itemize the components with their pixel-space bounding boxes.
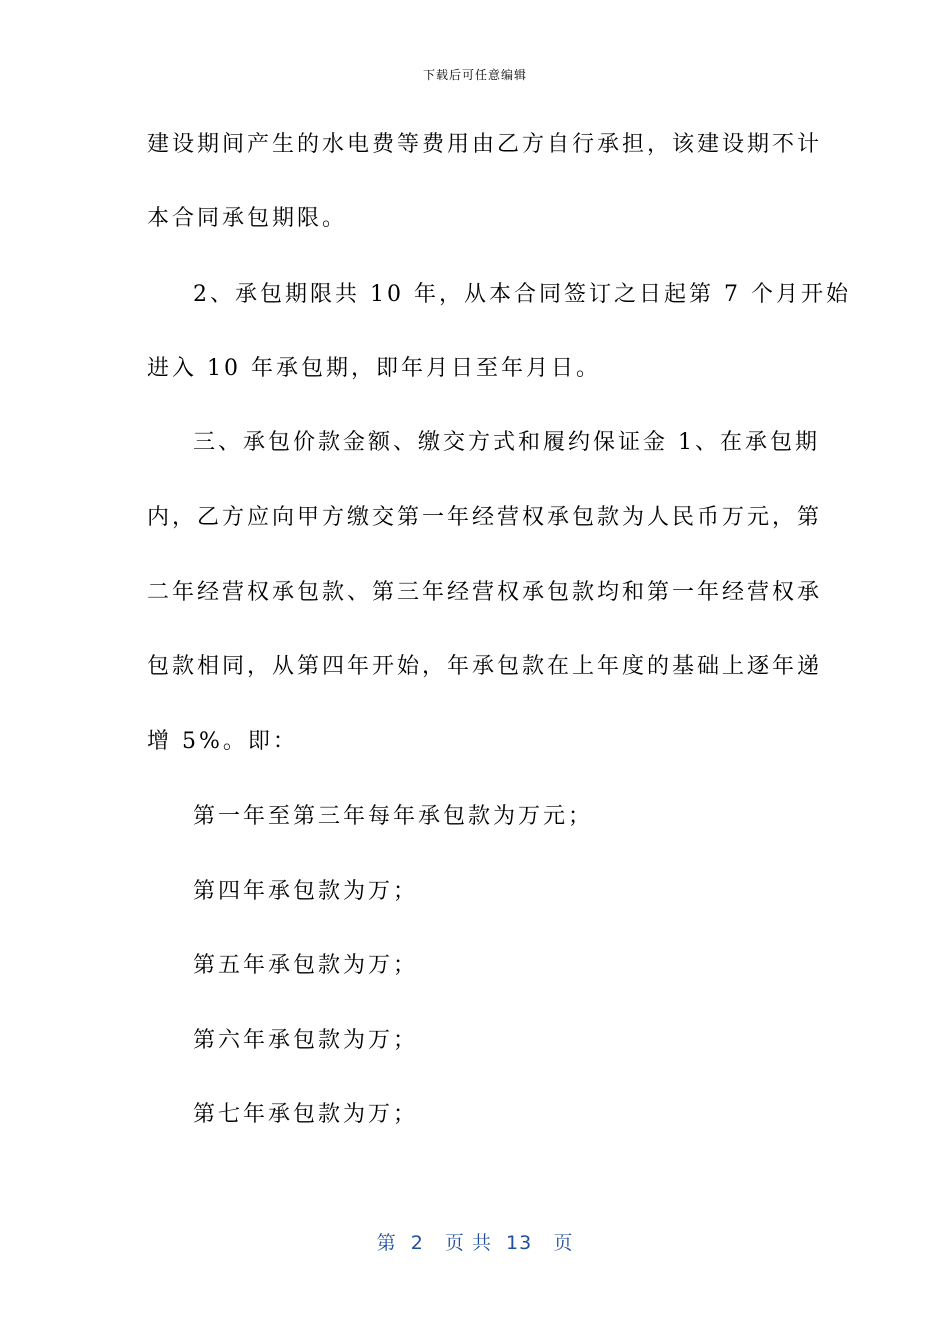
paragraph-line: 建设期间产生的水电费等费用由乙方自行承担，该建设期不计: [147, 132, 823, 157]
paragraph-line: 第五年承包款为万；: [193, 953, 419, 978]
paragraph-line: 第七年承包款为万；: [193, 1102, 419, 1127]
paragraph-line: 第一年至第三年每年承包款为万元；: [193, 804, 594, 829]
header-note: 下载后可任意编辑: [422, 68, 527, 82]
paragraph-line: 本合同承包期限。: [147, 206, 348, 231]
paragraph-line: 第四年承包款为万；: [193, 879, 419, 904]
paragraph-line: 2、承包期限共 10 年，从本合同签订之日起第 7 个月开始: [193, 282, 851, 307]
paragraph-line: 增 5%。即：: [147, 729, 298, 754]
paragraph-line: 内，乙方应向甲方缴交第一年经营权承包款为人民币万元，第: [147, 505, 823, 530]
page-number: 第 2 页 共 13 页: [376, 1232, 574, 1254]
paragraph-line: 包款相同，从第四年开始，年承包款在上年度的基础上逐年递: [147, 654, 823, 679]
paragraph-line: 第六年承包款为万；: [193, 1028, 419, 1053]
paragraph-line: 进入 10 年承包期，即年月日至年月日。: [147, 356, 601, 381]
paragraph-line: 三、承包价款金额、缴交方式和履约保证金 1、在承包期: [193, 430, 820, 455]
paragraph-line: 二年经营权承包款、第三年经营权承包款均和第一年经营权承: [147, 580, 823, 605]
